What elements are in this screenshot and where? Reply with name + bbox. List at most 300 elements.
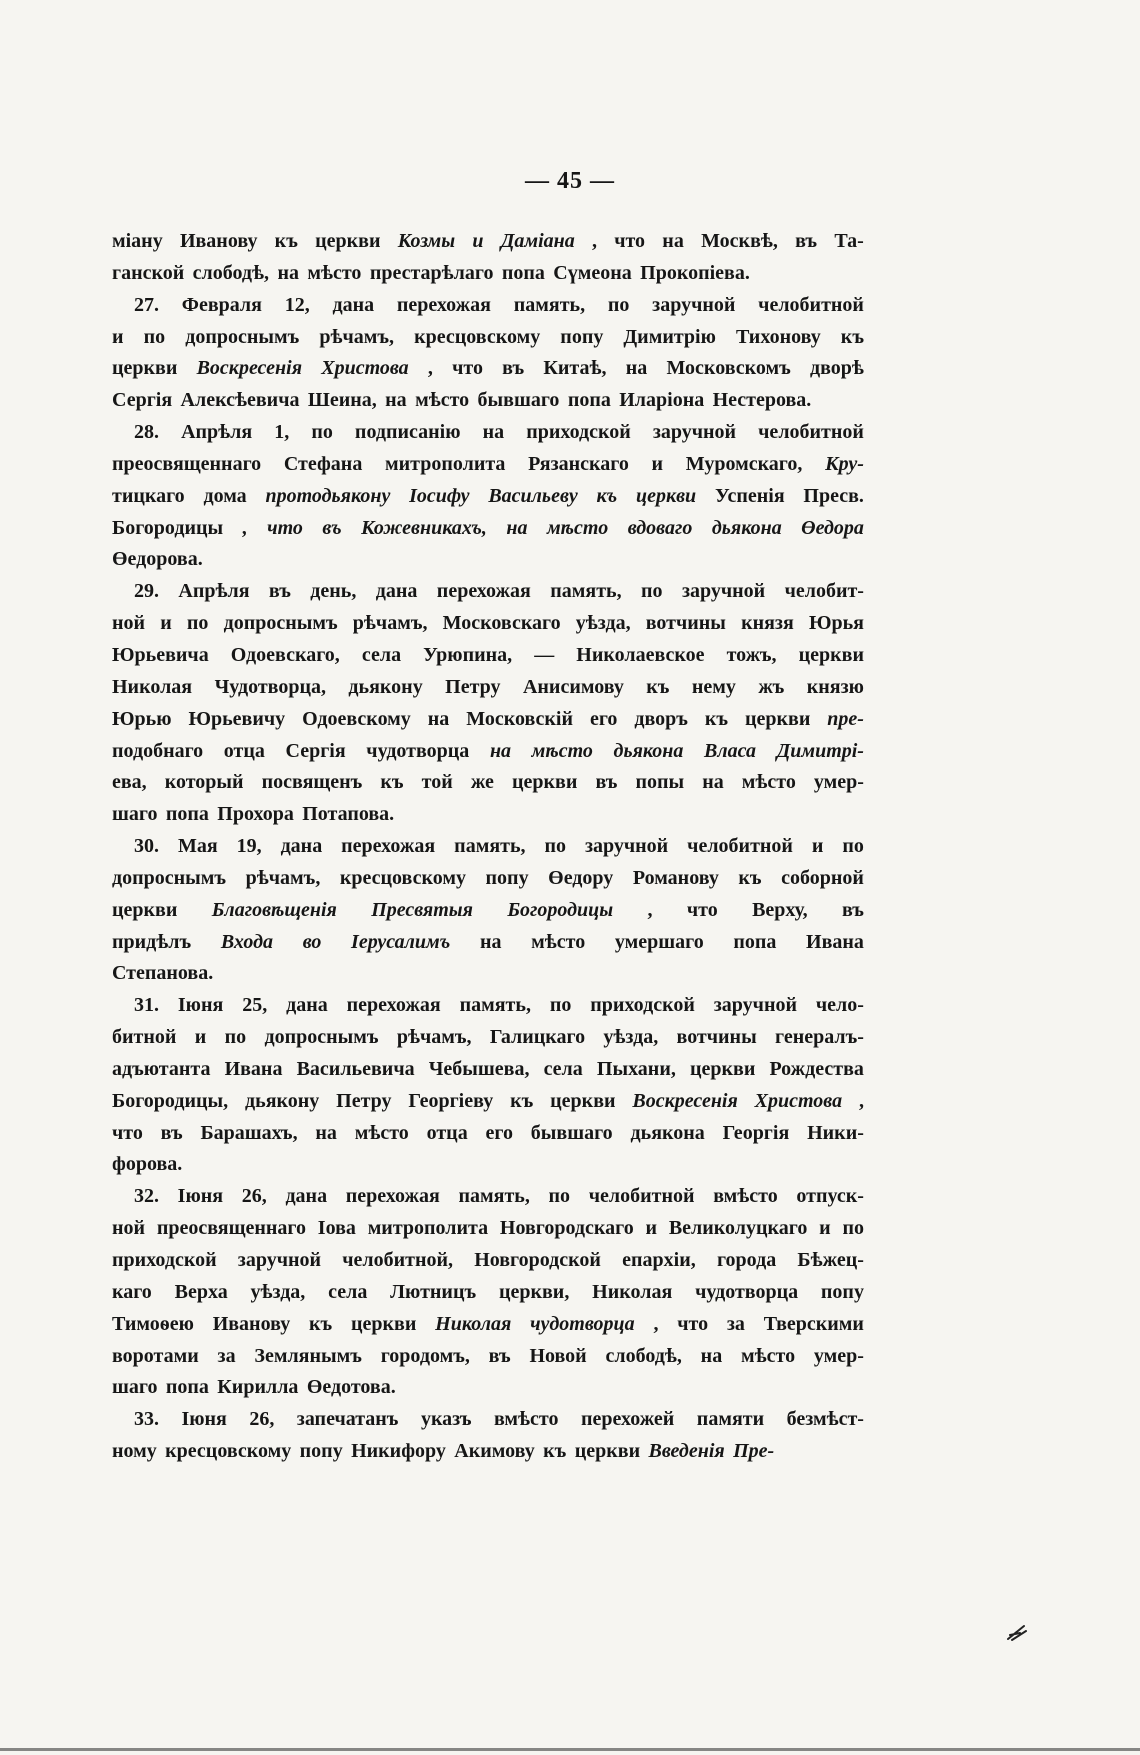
word: попу	[820, 1280, 864, 1303]
word: и	[194, 1026, 207, 1049]
word: на	[479, 930, 502, 953]
word: по	[842, 1217, 864, 1240]
italic-word: Христова	[321, 357, 409, 380]
word: Юрью	[112, 707, 172, 730]
word: Богородицы,	[112, 1089, 229, 1112]
word: по	[544, 835, 567, 858]
text-line	[112, 1022, 864, 1054]
word: церкви	[798, 643, 864, 666]
word: Георгія	[722, 1121, 790, 1144]
italic-word: Димитрі-	[776, 739, 864, 762]
word: церкви	[350, 1312, 417, 1335]
word: Иванову	[179, 230, 258, 252]
word: попа	[567, 389, 611, 412]
word: 26,	[249, 1408, 275, 1431]
word: перехожая	[436, 580, 531, 603]
word: церкви	[574, 1440, 641, 1463]
word: Юрьевича	[112, 643, 209, 666]
word: Верху,	[752, 898, 808, 921]
word: 12,	[284, 293, 310, 316]
word: городомъ,	[380, 1344, 470, 1367]
word: челобитной	[758, 293, 864, 316]
text-line	[112, 290, 864, 322]
word: умершаго	[614, 930, 704, 953]
paragraph-27	[112, 290, 864, 417]
italic-word: пре-	[827, 707, 864, 730]
text-line	[112, 1436, 864, 1468]
word: памяти	[696, 1408, 765, 1431]
italic-word: Введенія	[648, 1440, 725, 1463]
word: челобитной	[588, 1185, 695, 1208]
word: Чебышева,	[428, 1057, 530, 1080]
word: слободѣ,	[605, 1344, 682, 1367]
paragraph-28	[112, 417, 864, 576]
word: и	[645, 1217, 658, 1240]
word: церкви	[744, 707, 811, 730]
word: безмѣст-	[786, 1408, 864, 1431]
word: отпуск-	[796, 1185, 864, 1208]
word: 1,	[274, 421, 290, 444]
text-line	[112, 226, 864, 258]
word: ,	[427, 357, 433, 380]
italic-word: церкви	[635, 484, 697, 507]
word: къ	[738, 866, 762, 889]
word: попа	[733, 930, 777, 953]
word: дома	[203, 484, 247, 507]
word: Нестерова.	[712, 389, 812, 412]
word: Стефана	[283, 452, 363, 475]
word: Георгіеву	[408, 1089, 494, 1112]
word: память,	[458, 1185, 530, 1208]
word: села	[543, 1057, 583, 1080]
word: митрополита	[385, 452, 506, 475]
text-line	[112, 1086, 864, 1118]
word: 27.	[134, 293, 159, 316]
word: Московскомъ	[666, 357, 791, 380]
text-line	[112, 672, 864, 704]
word: Пыхани,	[596, 1057, 676, 1080]
word: преосвященнаго	[156, 1217, 306, 1240]
text-line	[112, 1341, 864, 1373]
word: въ	[502, 357, 525, 380]
word: Рождества	[769, 1057, 864, 1080]
word: Анисимову	[522, 675, 624, 698]
word: слободѣ,	[192, 261, 270, 284]
word: Рязанскаго	[528, 452, 629, 475]
italic-word: вдоваго	[627, 516, 693, 539]
text-line	[112, 258, 864, 290]
word: заручной	[237, 1249, 322, 1271]
italic-word: Кру-	[825, 452, 864, 475]
word: на	[315, 1121, 337, 1144]
word: церкви	[315, 230, 381, 252]
italic-word: къ	[596, 484, 618, 507]
word: перехожей	[580, 1408, 675, 1431]
word: Тимоѳею	[112, 1312, 194, 1335]
italic-word: въ	[322, 516, 342, 539]
word: ному	[112, 1440, 157, 1463]
word: Николая	[592, 1280, 673, 1303]
word: Ники-	[807, 1121, 864, 1144]
word: Апрѣля	[181, 421, 253, 444]
word: заручной	[713, 994, 797, 1017]
paragraph-31	[112, 990, 864, 1181]
word: ной	[112, 612, 146, 635]
word: Шеина,	[307, 389, 377, 412]
word: Степанова.	[112, 962, 214, 985]
word: его	[589, 707, 618, 730]
word: вмѣсто	[493, 1408, 559, 1431]
text-line	[112, 1404, 864, 1436]
word: на	[700, 1344, 723, 1367]
word: преосвященнаго	[112, 452, 262, 475]
italic-word: дьякона	[711, 516, 782, 539]
word: Іюня	[181, 1408, 227, 1431]
paragraph-29	[112, 576, 864, 831]
word: бывшаго	[530, 1121, 613, 1144]
word: попу	[485, 866, 529, 889]
word: указъ	[420, 1408, 472, 1431]
word: перехожая	[341, 835, 436, 858]
word: Успенія	[714, 484, 785, 507]
text-line	[112, 640, 864, 672]
word: ,	[647, 898, 653, 921]
italic-word: Өедора	[801, 516, 864, 539]
word: запечатанъ	[296, 1408, 399, 1431]
italic-word: Воскресенія	[632, 1089, 738, 1112]
word: за	[726, 1312, 745, 1335]
word: рѣчамъ,	[352, 612, 428, 635]
text-line	[112, 958, 864, 990]
word: 31.	[134, 994, 159, 1017]
word: попы	[635, 771, 685, 794]
word: ,	[591, 230, 597, 252]
word: перехожая	[345, 1185, 440, 1208]
word: въ	[268, 580, 291, 603]
word: на	[482, 421, 505, 444]
text-line	[112, 576, 864, 608]
word: епархіи,	[622, 1249, 696, 1271]
word: перехожая	[346, 994, 441, 1017]
word: къ	[308, 1312, 333, 1335]
word: рѣчамъ,	[396, 1026, 472, 1049]
word: Московскаго	[442, 612, 561, 635]
word: и	[819, 1217, 831, 1240]
word: къ	[274, 230, 298, 252]
word: память,	[454, 835, 526, 858]
word: дана	[375, 580, 418, 603]
word: къ	[543, 1440, 567, 1463]
word: къ	[704, 707, 729, 730]
word: мѣсто	[354, 1121, 409, 1144]
text-line	[112, 1118, 864, 1150]
word: что	[686, 898, 718, 921]
word: 30.	[134, 835, 159, 858]
word: Никифору	[351, 1440, 446, 1463]
word: мѣсто	[741, 771, 796, 794]
word: церкви	[112, 898, 178, 921]
word: вотчины	[645, 612, 726, 635]
word: 28.	[134, 421, 159, 444]
paragraph-cont	[112, 226, 864, 290]
italic-word: Благовѣщенія	[211, 898, 337, 921]
word: Петру	[336, 1089, 392, 1112]
word: его	[485, 1121, 513, 1144]
word: церкви	[689, 1057, 756, 1080]
word: умер-	[813, 1344, 864, 1367]
scan-edge-rule	[0, 1748, 1140, 1751]
word: на	[427, 707, 450, 730]
text-line	[112, 544, 864, 576]
word: рѣчамъ,	[319, 325, 395, 348]
word: Галицкаго	[489, 1026, 586, 1049]
word: престарѣлаго	[369, 261, 494, 284]
word: Новгородскаго	[499, 1217, 634, 1240]
word: Іова	[317, 1217, 356, 1240]
word: за	[217, 1344, 236, 1367]
body-text	[112, 226, 864, 1468]
word: церкви	[112, 357, 178, 380]
word: отца	[223, 739, 265, 762]
word: челобитной	[687, 835, 793, 858]
word: Чудотворца,	[214, 675, 326, 698]
word: и	[112, 325, 124, 348]
word: приходской	[112, 1249, 217, 1271]
word: генералъ-	[775, 1026, 864, 1049]
word: Москвѣ,	[701, 230, 778, 252]
word: князя	[741, 612, 794, 635]
text-line	[112, 1277, 864, 1309]
word: Сергія	[112, 389, 173, 412]
word: заручной	[652, 421, 737, 444]
italic-word: мѣсто	[531, 739, 593, 762]
word: чудотворца	[695, 1280, 799, 1303]
italic-word: Воскресенія	[196, 357, 303, 380]
word: князю	[806, 675, 864, 698]
word: ева,	[112, 771, 147, 794]
word: ганской	[112, 261, 185, 284]
word: челобит-	[784, 580, 864, 603]
text-line	[112, 481, 864, 513]
word: каго	[112, 1280, 152, 1303]
word: Пресв.	[803, 484, 864, 507]
word: тожъ,	[726, 643, 777, 666]
word: въ	[488, 1344, 511, 1367]
word: Ивана	[224, 1057, 283, 1080]
word: память,	[550, 580, 622, 603]
word: Васильевича	[296, 1057, 415, 1080]
word: попу	[299, 1440, 343, 1463]
italic-word: Кожевникахъ,	[361, 516, 487, 539]
word: челобитной	[758, 421, 864, 444]
text-line	[112, 449, 864, 481]
word: и	[651, 452, 664, 475]
italic-word: и	[472, 230, 484, 252]
italic-word: Пресвятыя	[371, 898, 473, 921]
word: форова.	[112, 1153, 183, 1176]
italic-word: Козмы	[397, 230, 456, 252]
italic-word: Власа	[703, 739, 756, 762]
word: дьякону	[245, 1089, 320, 1112]
word: битной	[112, 1026, 177, 1049]
word: нему	[691, 675, 736, 698]
word: церкви	[512, 771, 578, 794]
text-line	[112, 1309, 864, 1341]
word: Димитрію	[623, 325, 716, 348]
word: Іюня	[177, 1185, 224, 1208]
word: кресцовскому	[165, 1440, 292, 1463]
text-line	[112, 1054, 864, 1086]
word: Ивана	[806, 930, 864, 953]
word: —	[534, 643, 555, 666]
word: Прокопіева.	[640, 261, 750, 284]
word: память,	[513, 293, 586, 316]
text-line	[112, 767, 864, 799]
word: въ	[841, 898, 864, 921]
word: Бѣжец-	[797, 1249, 864, 1271]
italic-word: протодьякону	[265, 484, 391, 507]
word: что	[614, 230, 646, 252]
word: чудотворца	[366, 739, 470, 762]
word: ,	[858, 1089, 864, 1112]
word: Богородицы	[112, 516, 224, 539]
word: заручной	[681, 580, 766, 603]
word: заручной	[584, 835, 669, 858]
word: міану	[112, 230, 163, 252]
page-number: — 45 —	[525, 168, 615, 194]
word: допроснымъ	[264, 1026, 379, 1049]
word: вотчины	[676, 1026, 757, 1049]
word: на	[625, 357, 648, 380]
word: Алексѣевича	[180, 389, 300, 412]
word: къ	[380, 771, 404, 794]
word: Новой	[529, 1344, 587, 1367]
word: Сүмеона	[553, 261, 632, 284]
word: къ	[646, 675, 670, 698]
word: заручной	[652, 293, 736, 316]
word: Тверскими	[763, 1312, 864, 1335]
word: Юрьевичу	[188, 707, 286, 730]
word: дьякону	[348, 675, 423, 698]
word: который	[164, 771, 244, 794]
word: Акимову	[454, 1440, 535, 1463]
word: по	[143, 325, 166, 348]
word: Новгородской	[474, 1249, 601, 1271]
word: попа	[501, 261, 545, 284]
word: Одоевскому	[302, 707, 411, 730]
italic-word: Васильеву	[488, 484, 578, 507]
word: Великолуцкаго	[668, 1217, 808, 1240]
word: 32.	[134, 1185, 159, 1208]
word: допроснымъ	[185, 325, 300, 348]
word: адъютанта	[112, 1057, 211, 1080]
word: подобнаго	[112, 739, 204, 762]
word: умер-	[813, 771, 864, 794]
word: Московскій	[466, 707, 573, 730]
word: по	[186, 612, 209, 635]
text-line	[112, 513, 864, 545]
word: на	[662, 230, 684, 252]
word: тицкаго	[112, 484, 185, 507]
italic-word: дьякона	[613, 739, 684, 762]
word: на	[702, 771, 724, 794]
word: допроснымъ	[112, 866, 227, 889]
italic-word: Христова	[754, 1089, 843, 1112]
word: попа	[165, 803, 209, 826]
word: что	[677, 1312, 709, 1335]
word: по	[842, 835, 864, 858]
word: по	[641, 580, 663, 603]
text-line	[112, 1245, 864, 1277]
word: Петру	[445, 675, 501, 698]
word: и	[160, 612, 172, 635]
word: въ	[795, 230, 818, 252]
word: села	[361, 643, 402, 666]
word: Урюпина,	[423, 643, 513, 666]
word: дана	[286, 994, 328, 1017]
word: Кирилла	[217, 1376, 299, 1399]
word: Китаѣ,	[543, 357, 607, 380]
word: Николаевское	[576, 643, 705, 666]
italic-word: Даміана	[500, 230, 575, 252]
word: шаго	[112, 1376, 158, 1399]
word: приходской	[590, 994, 695, 1017]
word: и	[811, 835, 824, 858]
word: память,	[459, 994, 531, 1017]
word: 33.	[134, 1408, 159, 1431]
word: отца	[426, 1121, 468, 1144]
word: по	[548, 1185, 571, 1208]
paragraph-32	[112, 1181, 864, 1404]
italic-word: на	[489, 739, 512, 762]
word: по	[549, 994, 572, 1017]
text-line	[112, 1149, 864, 1181]
text-line	[112, 799, 864, 831]
italic-word: Богородицы	[507, 898, 614, 921]
word: на	[385, 389, 407, 412]
word: приходской	[526, 421, 631, 444]
word: Іюня	[177, 994, 224, 1017]
word: Барашахъ,	[200, 1121, 298, 1144]
word: Сергія	[285, 739, 346, 762]
word: мѣсто	[307, 261, 362, 284]
text-line	[112, 831, 864, 863]
paragraph-30	[112, 831, 864, 990]
word: уѣзда,	[575, 612, 631, 635]
word: села	[328, 1280, 368, 1303]
word: города	[716, 1249, 777, 1271]
word: что	[112, 1121, 143, 1144]
word: 19,	[236, 835, 262, 858]
text-line	[112, 1181, 864, 1213]
word: челобитной,	[342, 1249, 453, 1271]
word: попу	[560, 325, 604, 348]
handwritten-mark	[1006, 1622, 1028, 1642]
text-line	[112, 927, 864, 959]
italic-word: Іосифу	[409, 484, 470, 507]
word: митрополита	[367, 1217, 489, 1240]
text-line	[112, 1213, 864, 1245]
italic-word: чудотворца	[530, 1312, 635, 1335]
italic-word: во	[302, 930, 322, 953]
word: мѣсто	[415, 389, 470, 412]
word: рѣчамъ,	[245, 866, 321, 889]
word: жъ	[758, 675, 785, 698]
word: Одоевскаго,	[230, 643, 340, 666]
word: той	[421, 771, 453, 794]
word: кресцовскому	[339, 866, 466, 889]
word: что	[452, 357, 483, 380]
